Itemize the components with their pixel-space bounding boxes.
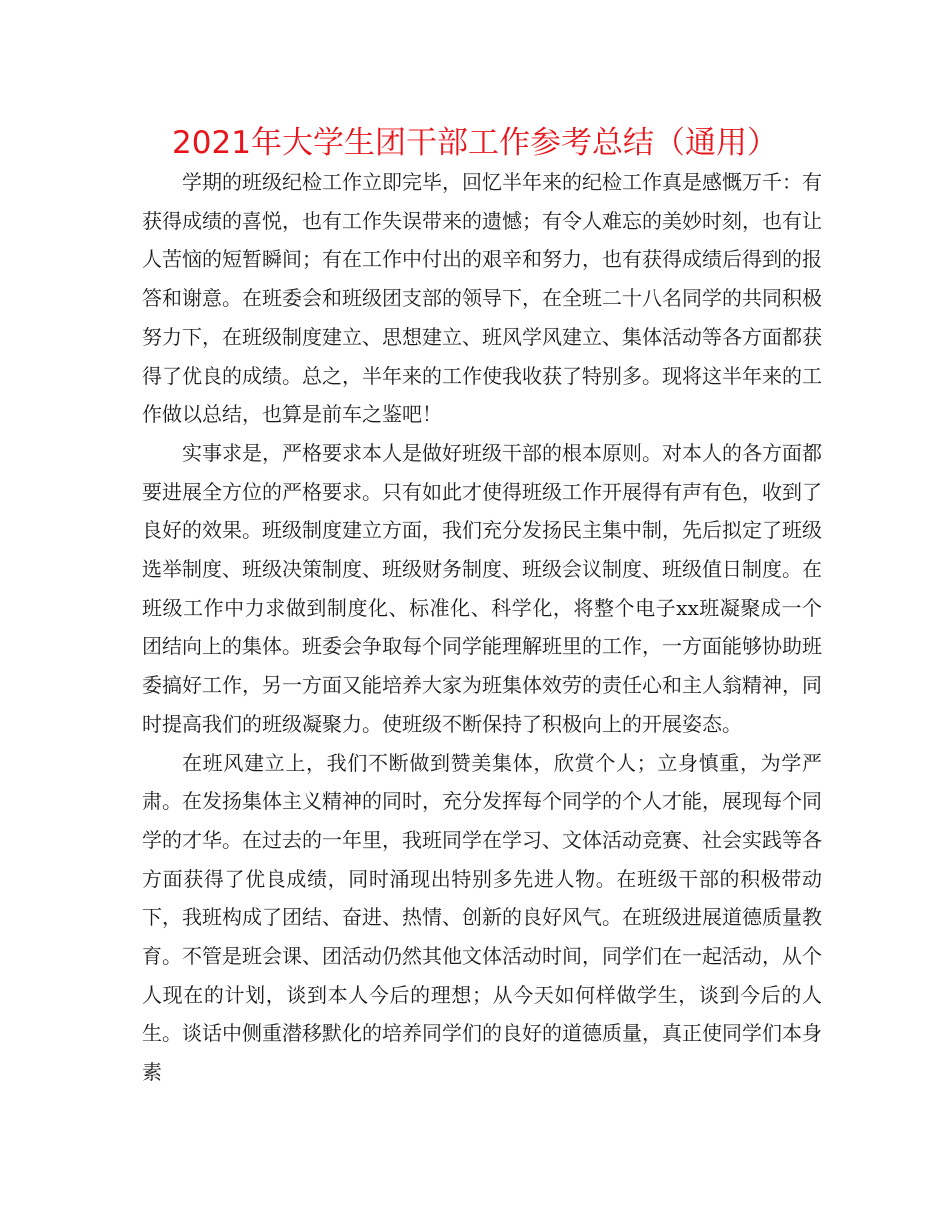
paragraph: 在班风建立上，我们不断做到赞美集体，欣赏个人；立身慎重，为学严肃。在发扬集体主义精神的同时，充分发挥每个同学的个人才能，展现每个同学的才华。在过去的一年里，我班同学在学习、文体活动竞赛、社会实践等各方面获得了优良成绩，同时涌现出特别多先进人物。在班级干部的积极带动下，我班构成了团结、奋进、热情、创新的良好风气。在班级进展道德质量教育。不管是班会课、团活动仍然其他文体活动时间，同学们在一起活动，从个人现在的计划，谈到本人今后的理想；从今天如何样做学生，谈到今后的人生。谈话中侧重潜移默化的培养同学们的良好的道德质量，真正使同学们本身素 (142, 750, 822, 1085)
document-body (142, 163, 822, 1092)
paragraph: 实事求是，严格要求本人是做好班级干部的根本原则。对本人的各方面都要进展全方位的严格要求。只有如此才使得班级工作开展得有声有色，收到了良好的效果。班级制度建立方面，我们充分发扬民主集中制，先后拟定了班级选举制度、班级决策制度、班级财务制度、班级会议制度、班级值日制度。在班级工作中力求做到制度化、标准化、科学化，将整个电子xx班凝聚成一个团结向上的集体。班委会争取每个同学能理解班里的工作，一方面能够协助班委搞好工作，另一方面又能培养大家为班集体效劳的责任心和主人翁精神，同时提高我们的班级凝聚力。使班级不断保持了积极向上的开展姿态。 (142, 440, 822, 736)
paragraph: 学期的班级纪检工作立即完毕，回忆半年来的纪检工作真是感慨万千：有获得成绩的喜悦，也有工作失误带来的遗憾；有令人难忘的美妙时刻，也有让人苦恼的短暂瞬间；有在工作中付出的艰辛和努力，也有获得成绩后得到的报答和谢意。在班委会和班级团支部的领导下，在全班二十八名同学的共同积极努力下，在班级制度建立、思想建立、班风学风建立、集体活动等各方面都获得了优良的成绩。总之，半年来的工作使我收获了特别多。现将这半年来的工作做以总结，也算是前车之鉴吧！ (142, 170, 822, 427)
document-title: 2021年大学生团干部工作参考总结（通用） (172, 125, 778, 161)
